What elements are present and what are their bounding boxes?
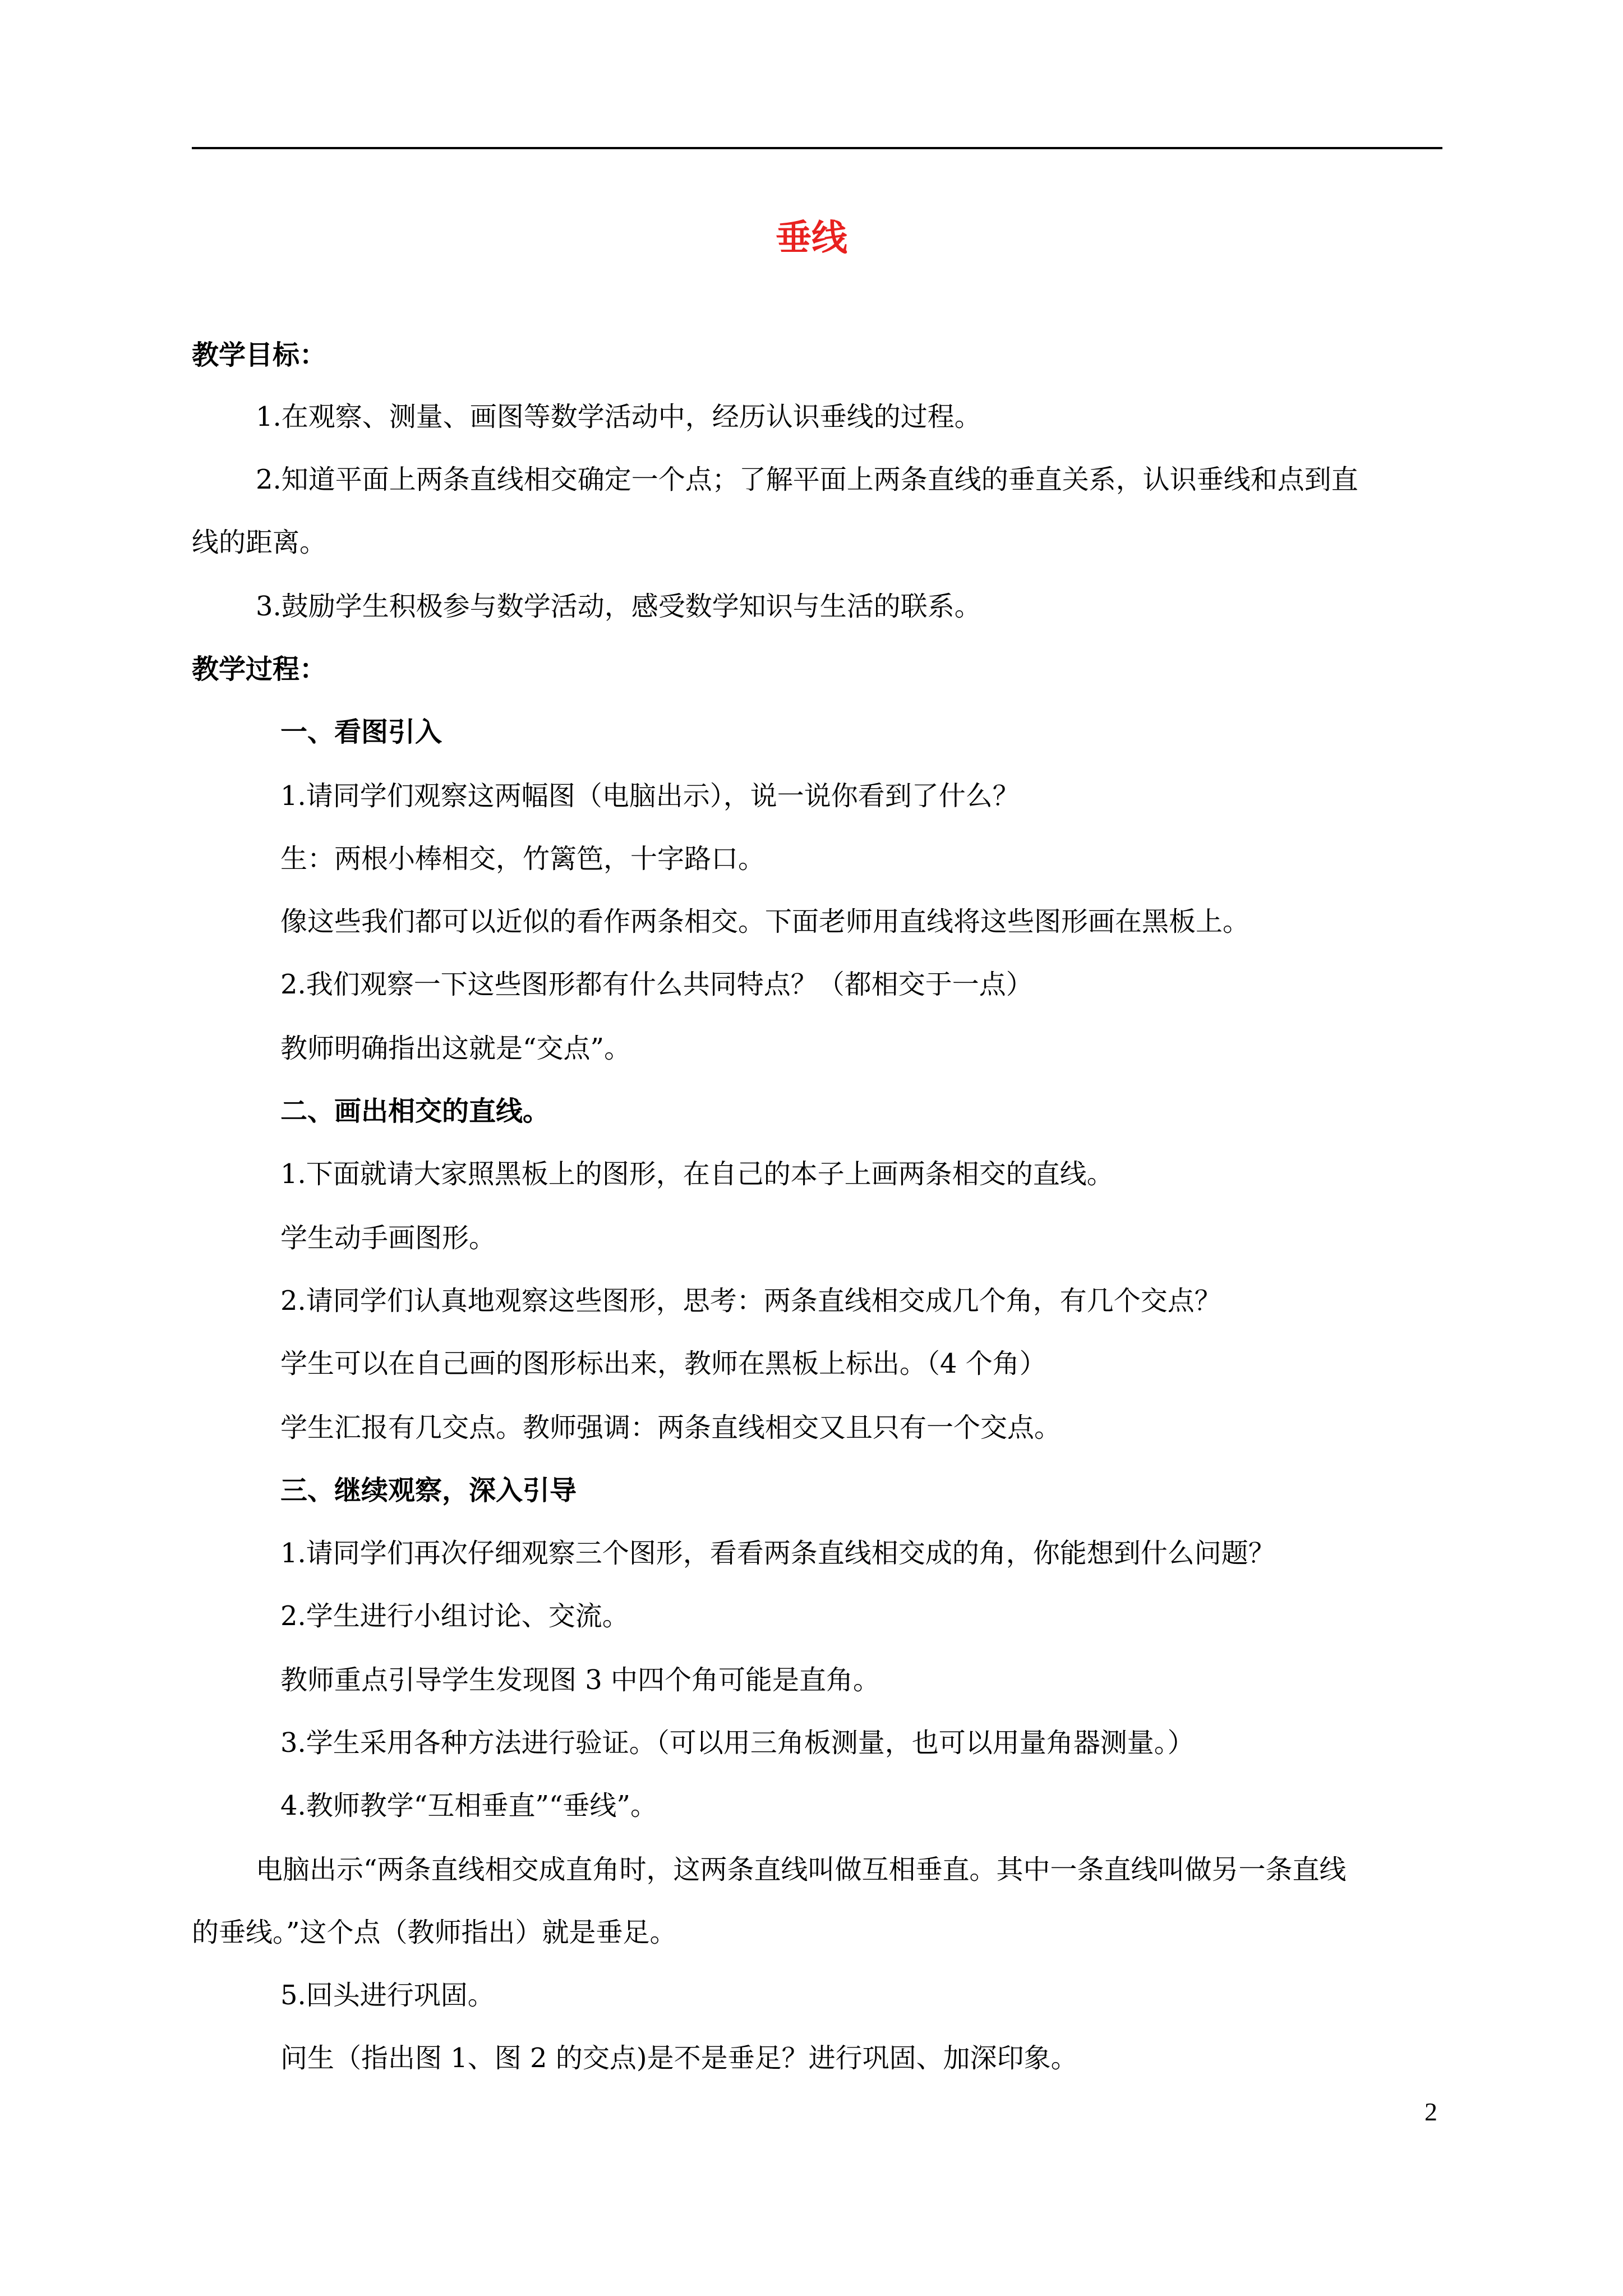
goal-2-line-1: 2.知道平面上两条直线相交确定一个点；了解平面上两条直线的垂直关系，认识垂线和点到直 [256,464,1358,495]
section-1-paragraph: 像这些我们都可以近似的看作两条相交。下面老师用直线将这些图形画在黑板上。 [280,906,1250,937]
section-1-paragraph: 2.我们观察一下这些图形都有什么共同特点？（都相交于一点） [280,969,1033,1000]
section-3-paragraph-line-1: 电脑出示“两条直线相交成直角时，这两条直线叫做互相垂直。其中一条直线叫做另一条直线 [256,1854,1347,1885]
section-3-heading: 三、继续观察，深入引导 [280,1475,577,1506]
section-1-paragraph: 1.请同学们观察这两幅图（电脑出示），说一说你看到了什么？ [280,780,1020,812]
section-3-paragraph: 5.回头进行巩固。 [280,1980,495,2011]
section-2-heading: 二、画出相交的直线。 [280,1096,550,1127]
section-3-paragraph: 4.教师教学“互相垂直”“垂线”。 [280,1790,657,1821]
section-3-paragraph: 3.学生采用各种方法进行验证。（可以用三角板测量，也可以用量角器测量。） [280,1727,1195,1759]
goal-2-line-2: 线的距离。 [192,527,327,558]
section-2-paragraph: 1.下面就请大家照黑板上的图形，在自己的本子上画两条相交的直线。 [280,1158,1114,1190]
section-3-paragraph: 教师重点引导学生发现图 3 中四个角可能是直角。 [280,1664,880,1696]
process-heading: 教学过程： [192,654,327,685]
goal-3: 3.鼓励学生积极参与数学活动，感受数学知识与生活的联系。 [256,591,981,622]
section-3-paragraph: 问生（指出图 1、图 2 的交点)是不是垂足？进行巩固、加深印象。 [280,2042,1078,2074]
section-3-paragraph: 1.请同学们再次仔细观察三个图形，看看两条直线相交成的角，你能想到什么问题？ [280,1538,1275,1569]
goal-1: 1.在观察、测量、画图等数学活动中，经历认识垂线的过程。 [256,401,981,432]
section-1-paragraph: 生：两根小棒相交，竹篱笆，十字路口。 [280,843,766,875]
header-rule [192,147,1442,149]
section-2-paragraph: 2.请同学们认真地观察这些图形，思考：两条直线相交成几个角，有几个交点？ [280,1285,1221,1317]
section-3-paragraph-line-2: 的垂线。”这个点（教师指出）就是垂足。 [192,1917,677,1948]
page-number: 2 [1424,2097,1437,2126]
section-1-heading: 一、看图引入 [280,716,442,748]
document-title: 垂线 [776,217,847,259]
section-3-paragraph: 2.学生进行小组讨论、交流。 [280,1600,629,1632]
section-2-paragraph: 学生可以在自己画的图形标出来，教师在黑板上标出。（4 个角） [280,1348,1046,1379]
goals-heading: 教学目标： [192,339,327,371]
section-2-paragraph: 学生动手画图形。 [280,1222,496,1254]
section-1-paragraph: 教师明确指出这就是“交点”。 [280,1033,631,1064]
section-2-paragraph: 学生汇报有几交点。教师强调：两条直线相交又且只有一个交点。 [280,1412,1062,1443]
